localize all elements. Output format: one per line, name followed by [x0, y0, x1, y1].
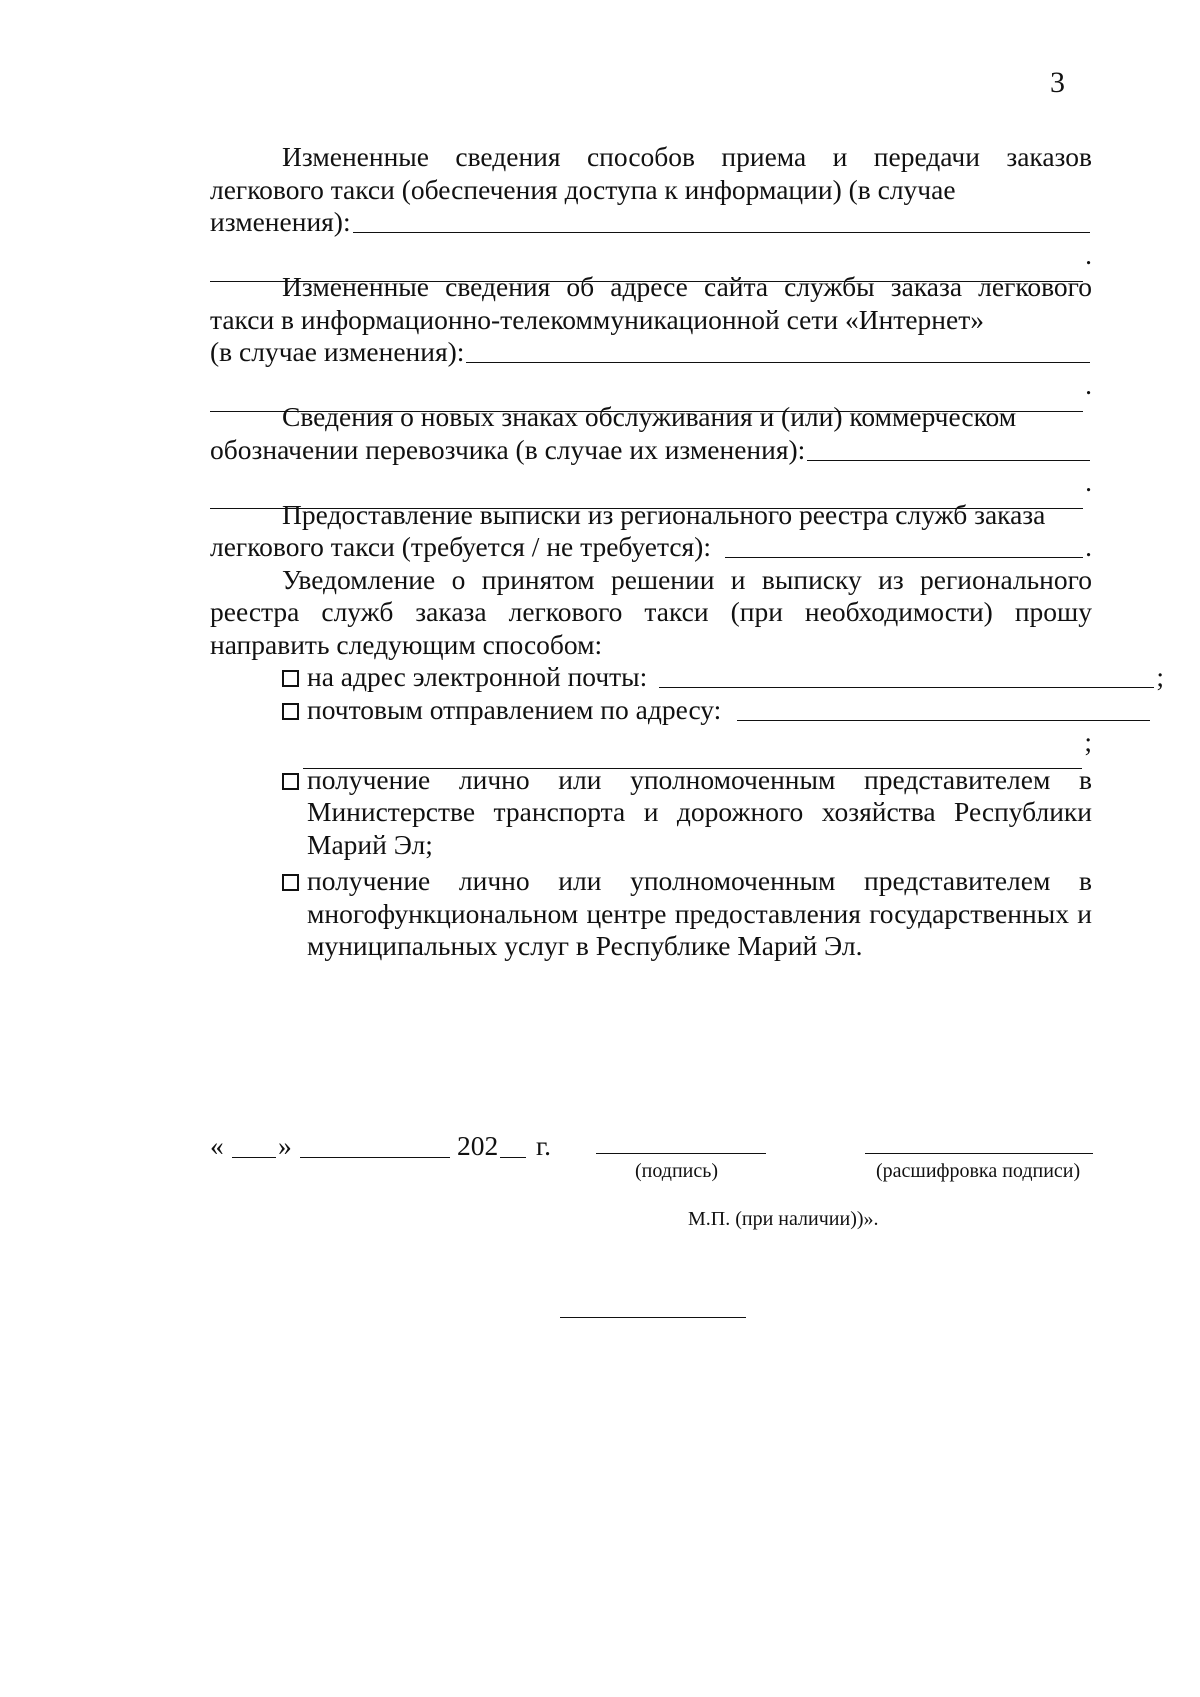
section-notification-method — [210, 564, 1092, 662]
date-month-field[interactable] — [300, 1157, 450, 1158]
blank-field[interactable] — [210, 410, 1083, 412]
blank-field[interactable] — [807, 459, 1090, 461]
checkbox-email[interactable] — [282, 670, 299, 687]
option-ministry — [210, 764, 1092, 862]
checkbox-mfc[interactable] — [282, 874, 299, 891]
option-mfc — [210, 865, 1092, 963]
blank-line — [210, 726, 1092, 759]
blank-line — [210, 239, 1092, 272]
blank-field[interactable] — [210, 507, 1083, 509]
signature-decode-field[interactable] — [865, 1153, 1093, 1154]
section-last-line — [210, 206, 1092, 239]
blank-line — [210, 369, 1092, 402]
section-registry-extract — [210, 499, 1092, 532]
blank-field[interactable] — [659, 686, 1154, 688]
blank-field[interactable] — [725, 556, 1083, 558]
signature-decode-caption: (расшифровка подписи) — [876, 1160, 1081, 1182]
signature-caption: (подпись) — [635, 1160, 719, 1182]
section-last-line — [210, 531, 1092, 564]
punctuation: . — [1085, 466, 1092, 497]
blank-line — [210, 466, 1092, 499]
option-label: на адрес электронной почты: — [307, 661, 648, 692]
section-last-line — [210, 434, 1092, 467]
section-text: Уведомление о принятом решении и выписку из регионального реестра служб заказа легкового такси (при необходимости) прошу направить следующим способом: — [210, 563, 1092, 660]
blank-field[interactable] — [737, 719, 1150, 721]
section-text: Измененные сведения способов приема и передачи заказов легкового такси (обеспечения доступа к информации) (в случае — [210, 141, 1092, 205]
section-last-line-text: (в случае изменения): — [210, 336, 465, 367]
checkbox-post[interactable] — [282, 703, 299, 720]
date-day-field[interactable] — [232, 1157, 276, 1158]
section-text: Сведения о новых знаках обслуживания и (или) коммерческом — [282, 401, 1017, 432]
option-text: получение лично или уполномоченным представителем в многофункциональном центре предоставления государственных и муниципальных услуг в Республике Марий Эл. — [307, 865, 1092, 961]
blank-field[interactable] — [210, 280, 1083, 282]
date-year-suffix: г. — [536, 1130, 552, 1161]
end-divider — [560, 1317, 746, 1318]
section-changed-order-methods — [210, 141, 1092, 206]
section-text: Измененные сведения об адресе сайта службы заказа легкового такси в информационно-телекоммуникационной сети «Интернет» — [210, 271, 1092, 335]
section-last-line-text: обозначении перевозчика (в случае их изменения): — [210, 433, 806, 465]
punctuation: . — [1085, 368, 1092, 400]
signature-field[interactable] — [596, 1153, 766, 1154]
option-text: получение лично или уполномоченным представителем в Министерстве транспорта и дорожного хозяйства Республики Марий Эл; — [307, 763, 1092, 860]
section-last-line-text: изменения): — [210, 206, 351, 237]
punctuation: ; — [1156, 661, 1164, 692]
blank-field[interactable] — [353, 231, 1090, 233]
stamp-note: М.П. (при наличии))». — [688, 1208, 879, 1230]
date-year-field[interactable] — [500, 1157, 526, 1158]
page-number: 3 — [1050, 66, 1065, 99]
option-label: почтовым отправлением по адресу: — [307, 693, 722, 725]
section-last-line — [210, 336, 1092, 369]
option-email — [210, 661, 1164, 694]
date-year-prefix: 202 — [457, 1130, 499, 1161]
punctuation: . — [1085, 238, 1092, 270]
blank-field[interactable] — [303, 767, 1082, 769]
punctuation: ; — [1084, 726, 1092, 757]
checkbox-ministry[interactable] — [282, 773, 299, 790]
option-post — [210, 694, 1164, 727]
date-quote-close: » — [278, 1130, 292, 1161]
punctuation: . — [1085, 531, 1092, 562]
blank-field[interactable] — [466, 361, 1090, 363]
section-last-line-text: легкового такси (требуется / не требуется): — [210, 531, 711, 562]
section-text: Предоставление выписки из регионального реестра служб заказа — [282, 498, 1046, 530]
section-new-trademarks — [210, 401, 1092, 434]
form-body — [210, 141, 1164, 963]
date-quote-open: « — [210, 1130, 224, 1161]
